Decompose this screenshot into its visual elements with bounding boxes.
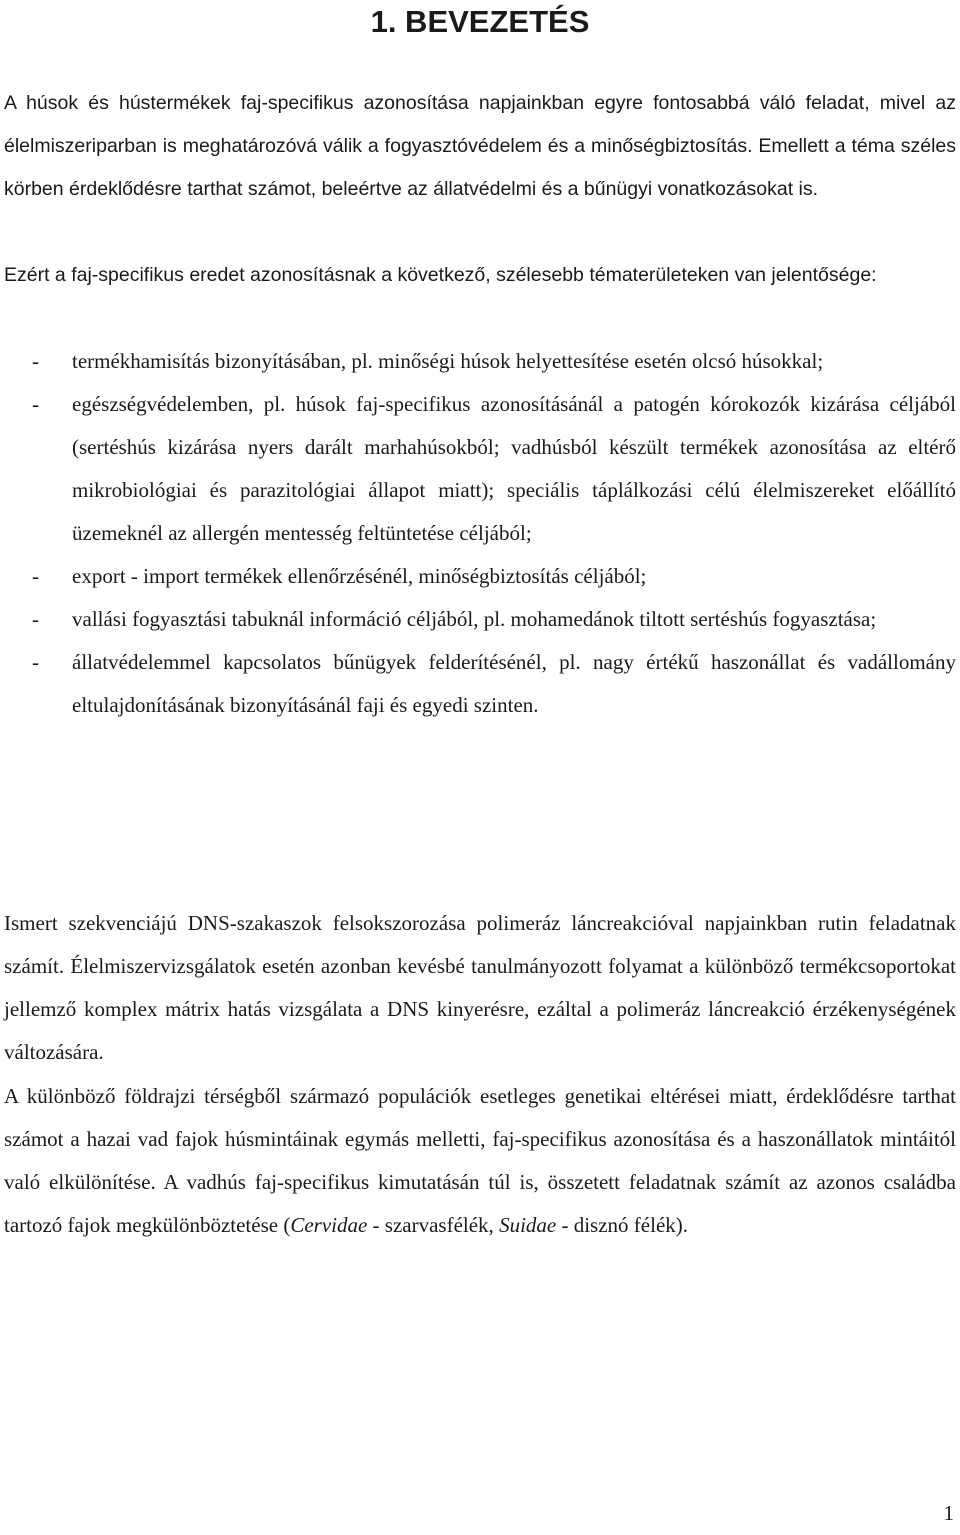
list-dash: - [32, 650, 39, 674]
list-item-text: export - import termékek ellenőrzésénél, minőségbiztosítás céljából; [72, 564, 647, 588]
taxon-suidae: Suidae [499, 1213, 557, 1237]
relevance-list [4, 340, 956, 727]
list-item-text: állatvédelemmel kapcsolatos bűnügyek felderítésénél, pl. nagy értékű haszonállat és vadállomány eltulajdonításának bizonyításánál faji és egyedi szinten. [72, 650, 956, 717]
list-item-text: vallási fogyasztási tabuknál információ céljából, pl. mohamedánok tiltott sertéshús fogyasztása; [72, 607, 877, 631]
list-item [4, 555, 956, 598]
list-item-text: egészségvédelemben, pl. húsok faj-specifikus azonosításánál a patogén kórokozók kizárása céljából (sertéshús kizárása nyers darált marhahúsokból; vadhúsból készült termékek azonosítása az eltérő mikrobiológiai és parazitológiai állapot miatt); speciális táplálkozási célú élelmiszereket előállító üzemeknél az allergén mentesség feltüntetése céljából; [72, 392, 956, 545]
intro-paragraph: A húsok és hústermékek faj-specifikus azonosítása napjainkban egyre fontosabbá váló feladat, mivel az élelmiszeriparban is meghatározóvá válik a fogyasztóvédelem és a minőségbiztosítás. Emellett a téma széles körben érdeklődésre tarthat számot, beleértve az állatvédelmi és a bűnügyi vonatkozásokat is. [4, 92, 956, 200]
page-number: 1 [943, 1501, 954, 1525]
list-dash: - [32, 392, 39, 416]
species-text-end: - disznó félék). [556, 1213, 689, 1237]
list-item [4, 641, 956, 727]
list-item [4, 598, 956, 641]
species-paragraph [4, 1075, 956, 1247]
dna-paragraph: Ismert szekvenciájú DNS-szakaszok felsokszorozása polimeráz láncreakcióval napjainkban rutin feladatnak számít. Élelmiszervizsgálatok esetén azonban kevésbé tanulmányozott folyamat a különböző termékcsoportokat jellemző komplex mátrix hatás vizsgálata a DNS kinyerésre, ezáltal a polimeráz láncreakció érzékenységének változására. [4, 911, 956, 1064]
taxon-cervidae: Cervidae [290, 1213, 368, 1237]
chapter-title: 1. BEVEZETÉS [370, 4, 590, 39]
list-dash: - [32, 564, 39, 588]
list-item [4, 340, 956, 383]
list-dash: - [32, 607, 39, 631]
species-text-mid: - szarvasfélék, [367, 1213, 500, 1237]
list-item [4, 383, 956, 555]
list-item-text: termékhamisítás bizonyításában, pl. minőségi húsok helyettesítése esetén olcsó húsokkal; [72, 349, 824, 373]
species-text-start: A különböző földrajzi térségből származó populációk esetleges genetikai eltérései miatt, érdeklődésre tarthat számot a hazai vad fajok húsmintáinak egymás melletti, faj-specifikus azonosítása és a haszonállatok mintáitól való elkülönítése. A vadhús faj-specifikus kimutatásán túl is, összetett feladatnak számít az azonos családba tartozó fajok megkülönböztetése ( [4, 1084, 956, 1237]
relevance-paragraph: Ezért a faj-specifikus eredet azonosításnak a következő, szélesebb tématerületeken van jelentősége: [4, 264, 877, 286]
list-dash: - [32, 349, 39, 373]
